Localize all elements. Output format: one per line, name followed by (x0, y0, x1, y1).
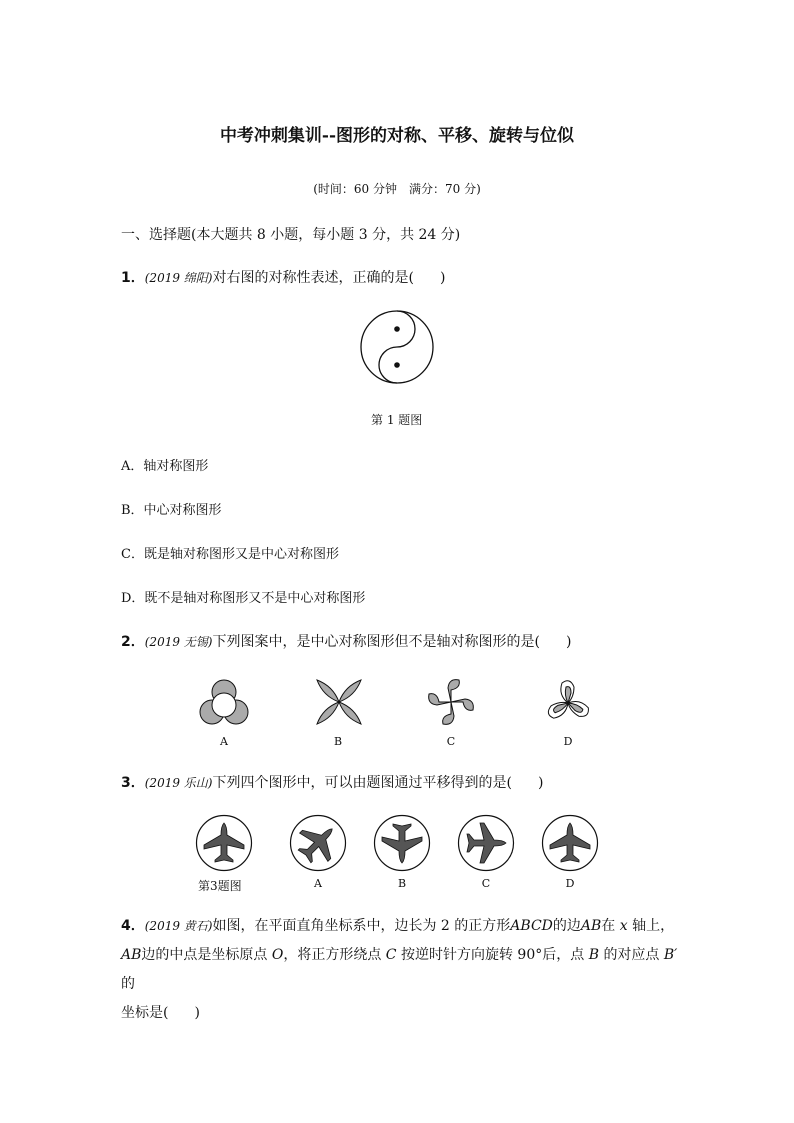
plane-d-figure[interactable] (541, 814, 599, 872)
question-text: 下列图案中，是中心对称图形但不是轴对称图形的是( (212, 634, 540, 650)
pattern-c-figure[interactable] (423, 674, 479, 730)
text-segment: 边的中点是坐标原点 (141, 947, 268, 963)
question-source: (2019 黄石) (144, 919, 213, 933)
taiji-figure (359, 309, 435, 385)
math-symbol: AB (580, 918, 602, 934)
math-symbol: O (271, 947, 284, 963)
pattern-d-figure[interactable] (540, 674, 596, 730)
text-segment: 的对应点 (603, 947, 660, 963)
math-symbol: B′ (663, 947, 678, 963)
section-heading: 一、选择题(本大题共 8 小题，每小题 3 分，共 24 分) (121, 227, 461, 243)
text-segment: 轴上， (632, 918, 675, 934)
plane-b-figure[interactable] (373, 814, 431, 872)
answer-paren-close: ) (565, 634, 572, 650)
plane-a-figure[interactable] (289, 814, 347, 872)
figure-label: A (314, 877, 322, 890)
question-number: 3． (121, 775, 145, 791)
figure-label: C (481, 877, 491, 890)
text-segment: 如图，在平面直角坐标系中，边长为 2 的正方形 (212, 918, 511, 934)
question-4 (121, 912, 681, 1028)
pattern-a-figure[interactable] (196, 676, 252, 728)
question-number: 1． (121, 270, 145, 286)
question-text: 下列四个图形中，可以由题图通过平移得到的是( (212, 775, 512, 791)
text-segment: 按逆时针方向旋转 90°后，点 (400, 947, 585, 963)
option-c[interactable]: C．既是轴对称图形又是中心对称图形 (121, 547, 339, 562)
figure-label: D (565, 877, 575, 890)
question-number: 2． (121, 634, 145, 650)
answer-paren-close: ) (537, 775, 544, 791)
figure-label: B (397, 877, 407, 890)
math-symbol: x (619, 918, 628, 934)
math-symbol: AB (121, 947, 142, 963)
math-symbol: ABCD (510, 918, 553, 934)
exam-info: (时间：60 分钟 满分：70 分) (313, 182, 481, 196)
question-source: (2019 无锡) (144, 635, 213, 649)
question-1 (121, 268, 445, 288)
page-title: 中考冲刺集训--图形的对称、平移、旋转与位似 (219, 126, 575, 146)
question-line-2 (121, 941, 681, 999)
figure-caption: 第 1 题图 (371, 413, 423, 427)
option-b[interactable]: B．中心对称图形 (121, 503, 222, 518)
option-a[interactable]: A．轴对称图形 (121, 459, 209, 474)
question-line-1 (121, 912, 681, 941)
figure-label: D (563, 735, 573, 748)
math-symbol: C (385, 947, 397, 963)
figure-caption: 第3题图 (198, 879, 242, 893)
answer-paren-close: ) (194, 1005, 200, 1021)
math-symbol: B (588, 947, 599, 963)
pattern-b-figure[interactable] (313, 676, 365, 728)
option-d[interactable]: D．既不是轴对称图形又不是中心对称图形 (121, 591, 366, 606)
text-segment: 在 (601, 918, 616, 934)
text-segment: 坐标是( (121, 1005, 169, 1021)
question-number: 4． (121, 918, 145, 934)
question-source: (2019 乐山) (144, 776, 213, 790)
text-segment: ，将正方形绕点 (283, 947, 382, 963)
question-source: (2019 绵阳) (144, 271, 213, 285)
answer-paren-close: ) (439, 270, 446, 286)
question-3 (121, 773, 543, 793)
figure-label: C (446, 735, 456, 748)
plane-reference-figure (195, 814, 253, 872)
plane-c-figure[interactable] (457, 814, 515, 872)
question-2 (121, 632, 571, 652)
text-segment: 的 (121, 976, 135, 992)
figure-label: A (220, 735, 228, 748)
question-text: 对右图的对称性表述，正确的是( (212, 270, 414, 286)
figure-label: B (333, 735, 343, 748)
question-line-3 (121, 999, 681, 1028)
text-segment: 的边 (552, 918, 581, 934)
